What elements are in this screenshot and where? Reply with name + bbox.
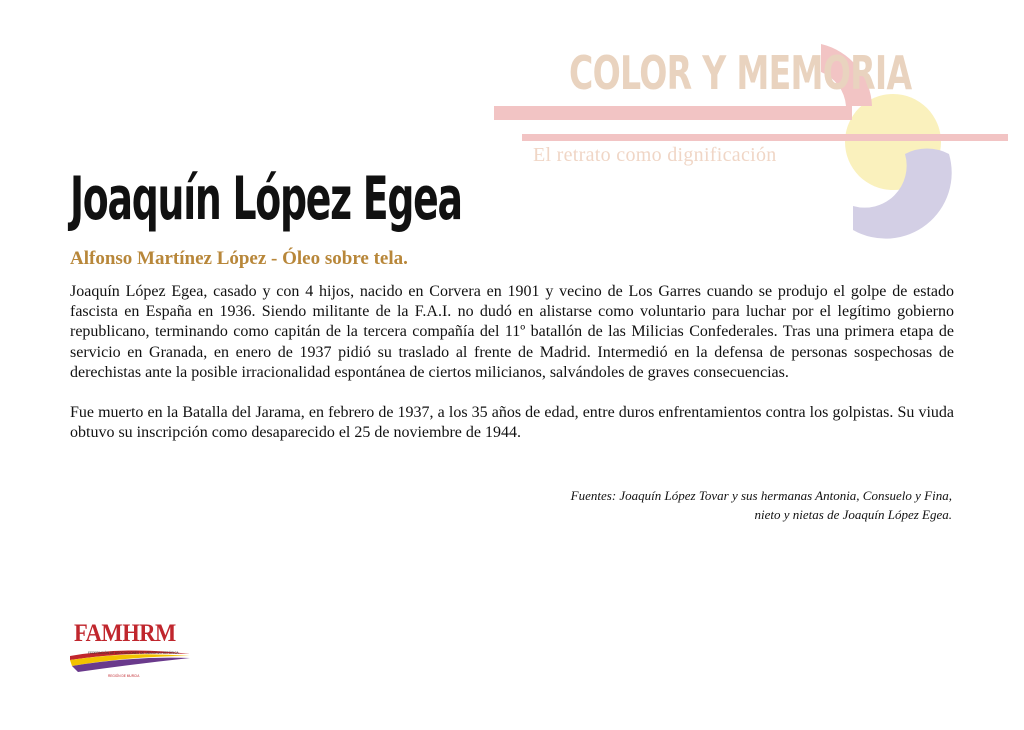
famhrm-logo — [68, 620, 198, 682]
page-title: Joaquín López Egea — [70, 164, 462, 234]
sources-note — [571, 486, 952, 524]
biography-text — [70, 282, 954, 443]
logo-tagline: FEDERACIÓN DE ASOCIACIONES DE MEMORIA HISTÓRICA — [88, 651, 179, 655]
logo-swoosh-graphic — [68, 620, 198, 682]
biography-paragraph-1: Joaquín López Egea, casado y con 4 hijos, nacido en Corvera en 1901 y vecino de Los Garres cuando se produjo el golpe de estado fascista en España en 1936. Siendo militante de la F.A.I. no dudó en alistarse como voluntario para luchar por el legítimo gobierno republicano, terminando como capitán de la tercera compañía del 11º batallón de las Milicias Confederales. Tras una primera etapa de servicio en Granada, en enero de 1937 pidió su traslado al frente de Madrid. Intermedió en la defensa de personas sospechosas de derechistas ante la posible irracionalidad espontánea de ciertos milicianos, salvándoles de graves consecuencias. — [70, 283, 954, 381]
banner-title: COLOR Y MEMORIA — [569, 46, 912, 100]
banner-subtitle: El retrato como dignificación — [533, 144, 777, 166]
banner-red-bar-lower — [522, 134, 1008, 141]
banner-red-bar-upper — [494, 106, 852, 120]
artwork-credit: Alfonso Martínez López - Óleo sobre tela. — [70, 248, 408, 269]
sources-line-1: Fuentes: Joaquín López Tovar y sus hermanas Antonia, Consuelo y Fina, — [570, 488, 952, 503]
logo-region: REGIÓN DE MURCIA — [108, 674, 140, 678]
sources-line-2: nieto y nietas de Joaquín López Egea. — [754, 507, 952, 522]
biography-paragraph-2: Fue muerto en la Batalla del Jarama, en febrero de 1937, a los 35 años de edad, entre duros enfrentamientos contra los golpistas. Su viuda obtuvo su inscripción como desaparecido el 25 de noviembre de 1944. — [70, 404, 954, 442]
logo-acronym: FAMHRM — [74, 620, 176, 647]
